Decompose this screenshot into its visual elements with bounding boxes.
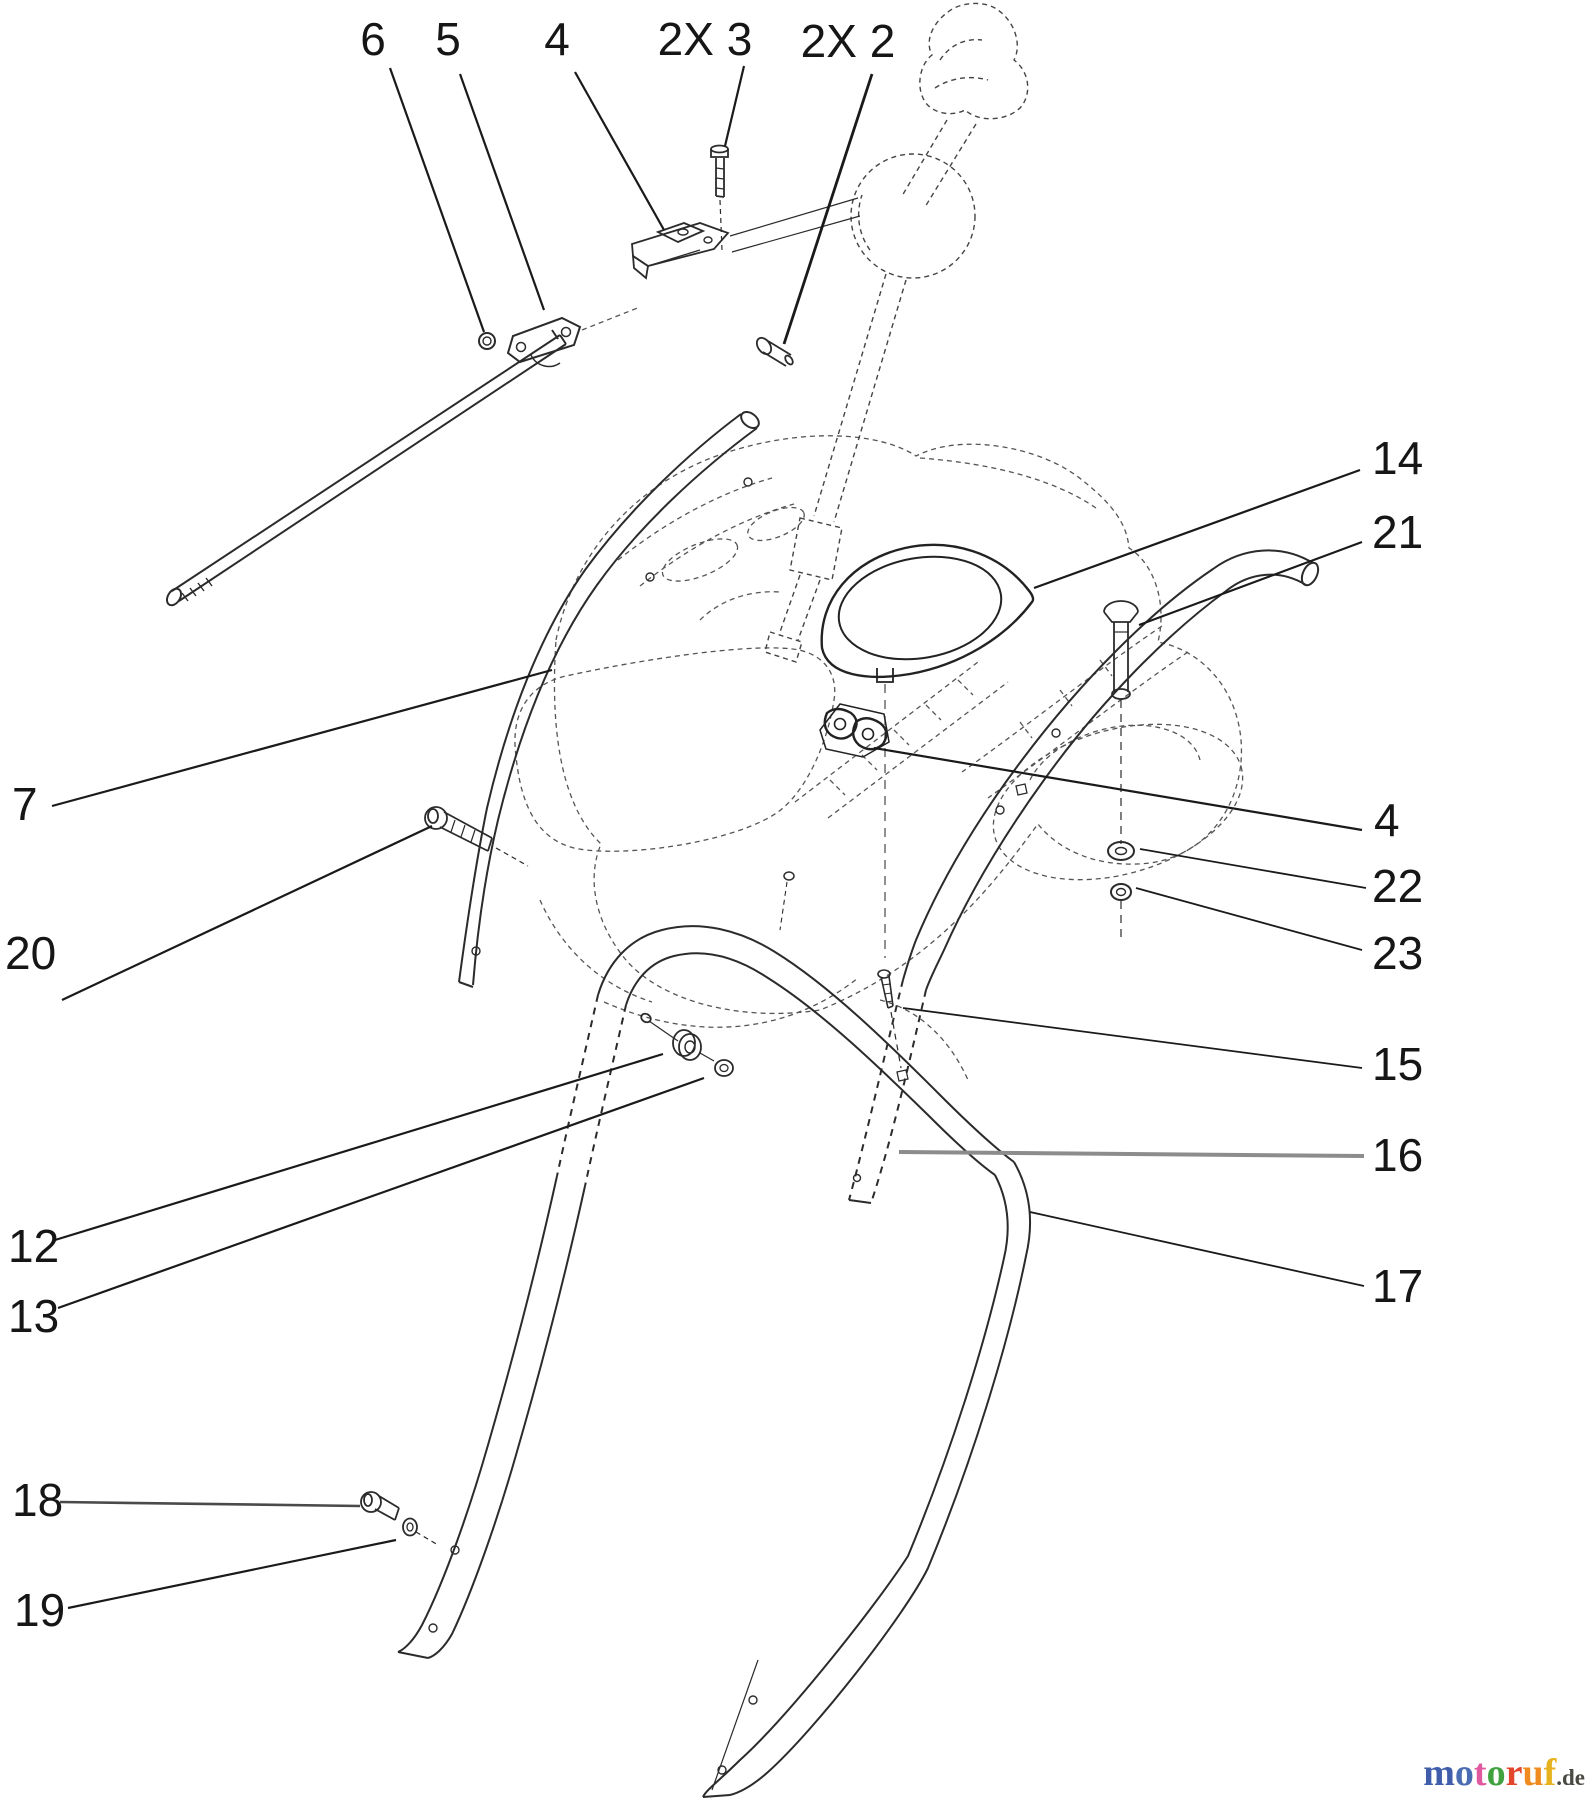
panel-screw [780, 872, 794, 930]
right-upper-handle [849, 550, 1321, 1203]
leader-lines [52, 66, 1366, 1608]
clevis-pin-2 [754, 335, 794, 366]
callout-15: 15 [1372, 1038, 1424, 1090]
carriage-bolt-21 [1104, 601, 1138, 844]
screw-15 [878, 970, 908, 1081]
locknut-23 [1111, 884, 1131, 938]
callout-18: 18 [12, 1474, 64, 1526]
lower-handle [398, 926, 1030, 1797]
callout-22: 22 [1372, 860, 1424, 912]
callout-21: 21 [1372, 506, 1424, 558]
callout-2: 2X 2 [800, 15, 896, 67]
callout-19: 19 [14, 1584, 66, 1636]
logo-letter: t [1473, 1752, 1487, 1794]
callout-16: 16 [1372, 1129, 1424, 1181]
shift-rod [164, 330, 566, 608]
cover-14 [822, 545, 1033, 958]
washer-22 [1108, 842, 1134, 860]
logo-letter: f [1543, 1752, 1557, 1794]
watermark-logo [1423, 1754, 1585, 1792]
callout-4-top: 4 [544, 13, 570, 65]
logo-suffix: .de [1556, 1765, 1585, 1790]
logo-letter: m [1423, 1752, 1455, 1794]
bolt-20 [425, 807, 528, 866]
console-panel-phantom [515, 307, 1261, 1080]
locknut-13 [715, 1060, 733, 1076]
callout-4-right: 4 [1374, 794, 1400, 846]
logo-letter: u [1522, 1752, 1544, 1794]
locknut-6 [479, 333, 495, 349]
washer-19 [403, 1519, 438, 1546]
callout-13: 13 [8, 1290, 60, 1342]
logo-letter: r [1505, 1752, 1523, 1794]
spacer-12 [640, 1012, 714, 1061]
callout-labels [5, 13, 1423, 1636]
callout-3: 2X 3 [657, 13, 753, 65]
bolt-18 [361, 1492, 399, 1520]
left-upper-handle-7 [459, 409, 762, 987]
callout-14: 14 [1372, 432, 1424, 484]
callout-23: 23 [1372, 927, 1424, 979]
callout-17: 17 [1372, 1260, 1424, 1312]
callout-12: 12 [8, 1220, 60, 1272]
logo-letter: o [1486, 1752, 1506, 1794]
callout-20: 20 [5, 927, 57, 979]
bracket-4-top [632, 198, 860, 278]
logo-letter: o [1454, 1752, 1474, 1794]
callout-7: 7 [12, 778, 38, 830]
callout-6: 6 [360, 13, 386, 65]
bolt-3 [711, 146, 728, 251]
callout-5: 5 [435, 13, 461, 65]
